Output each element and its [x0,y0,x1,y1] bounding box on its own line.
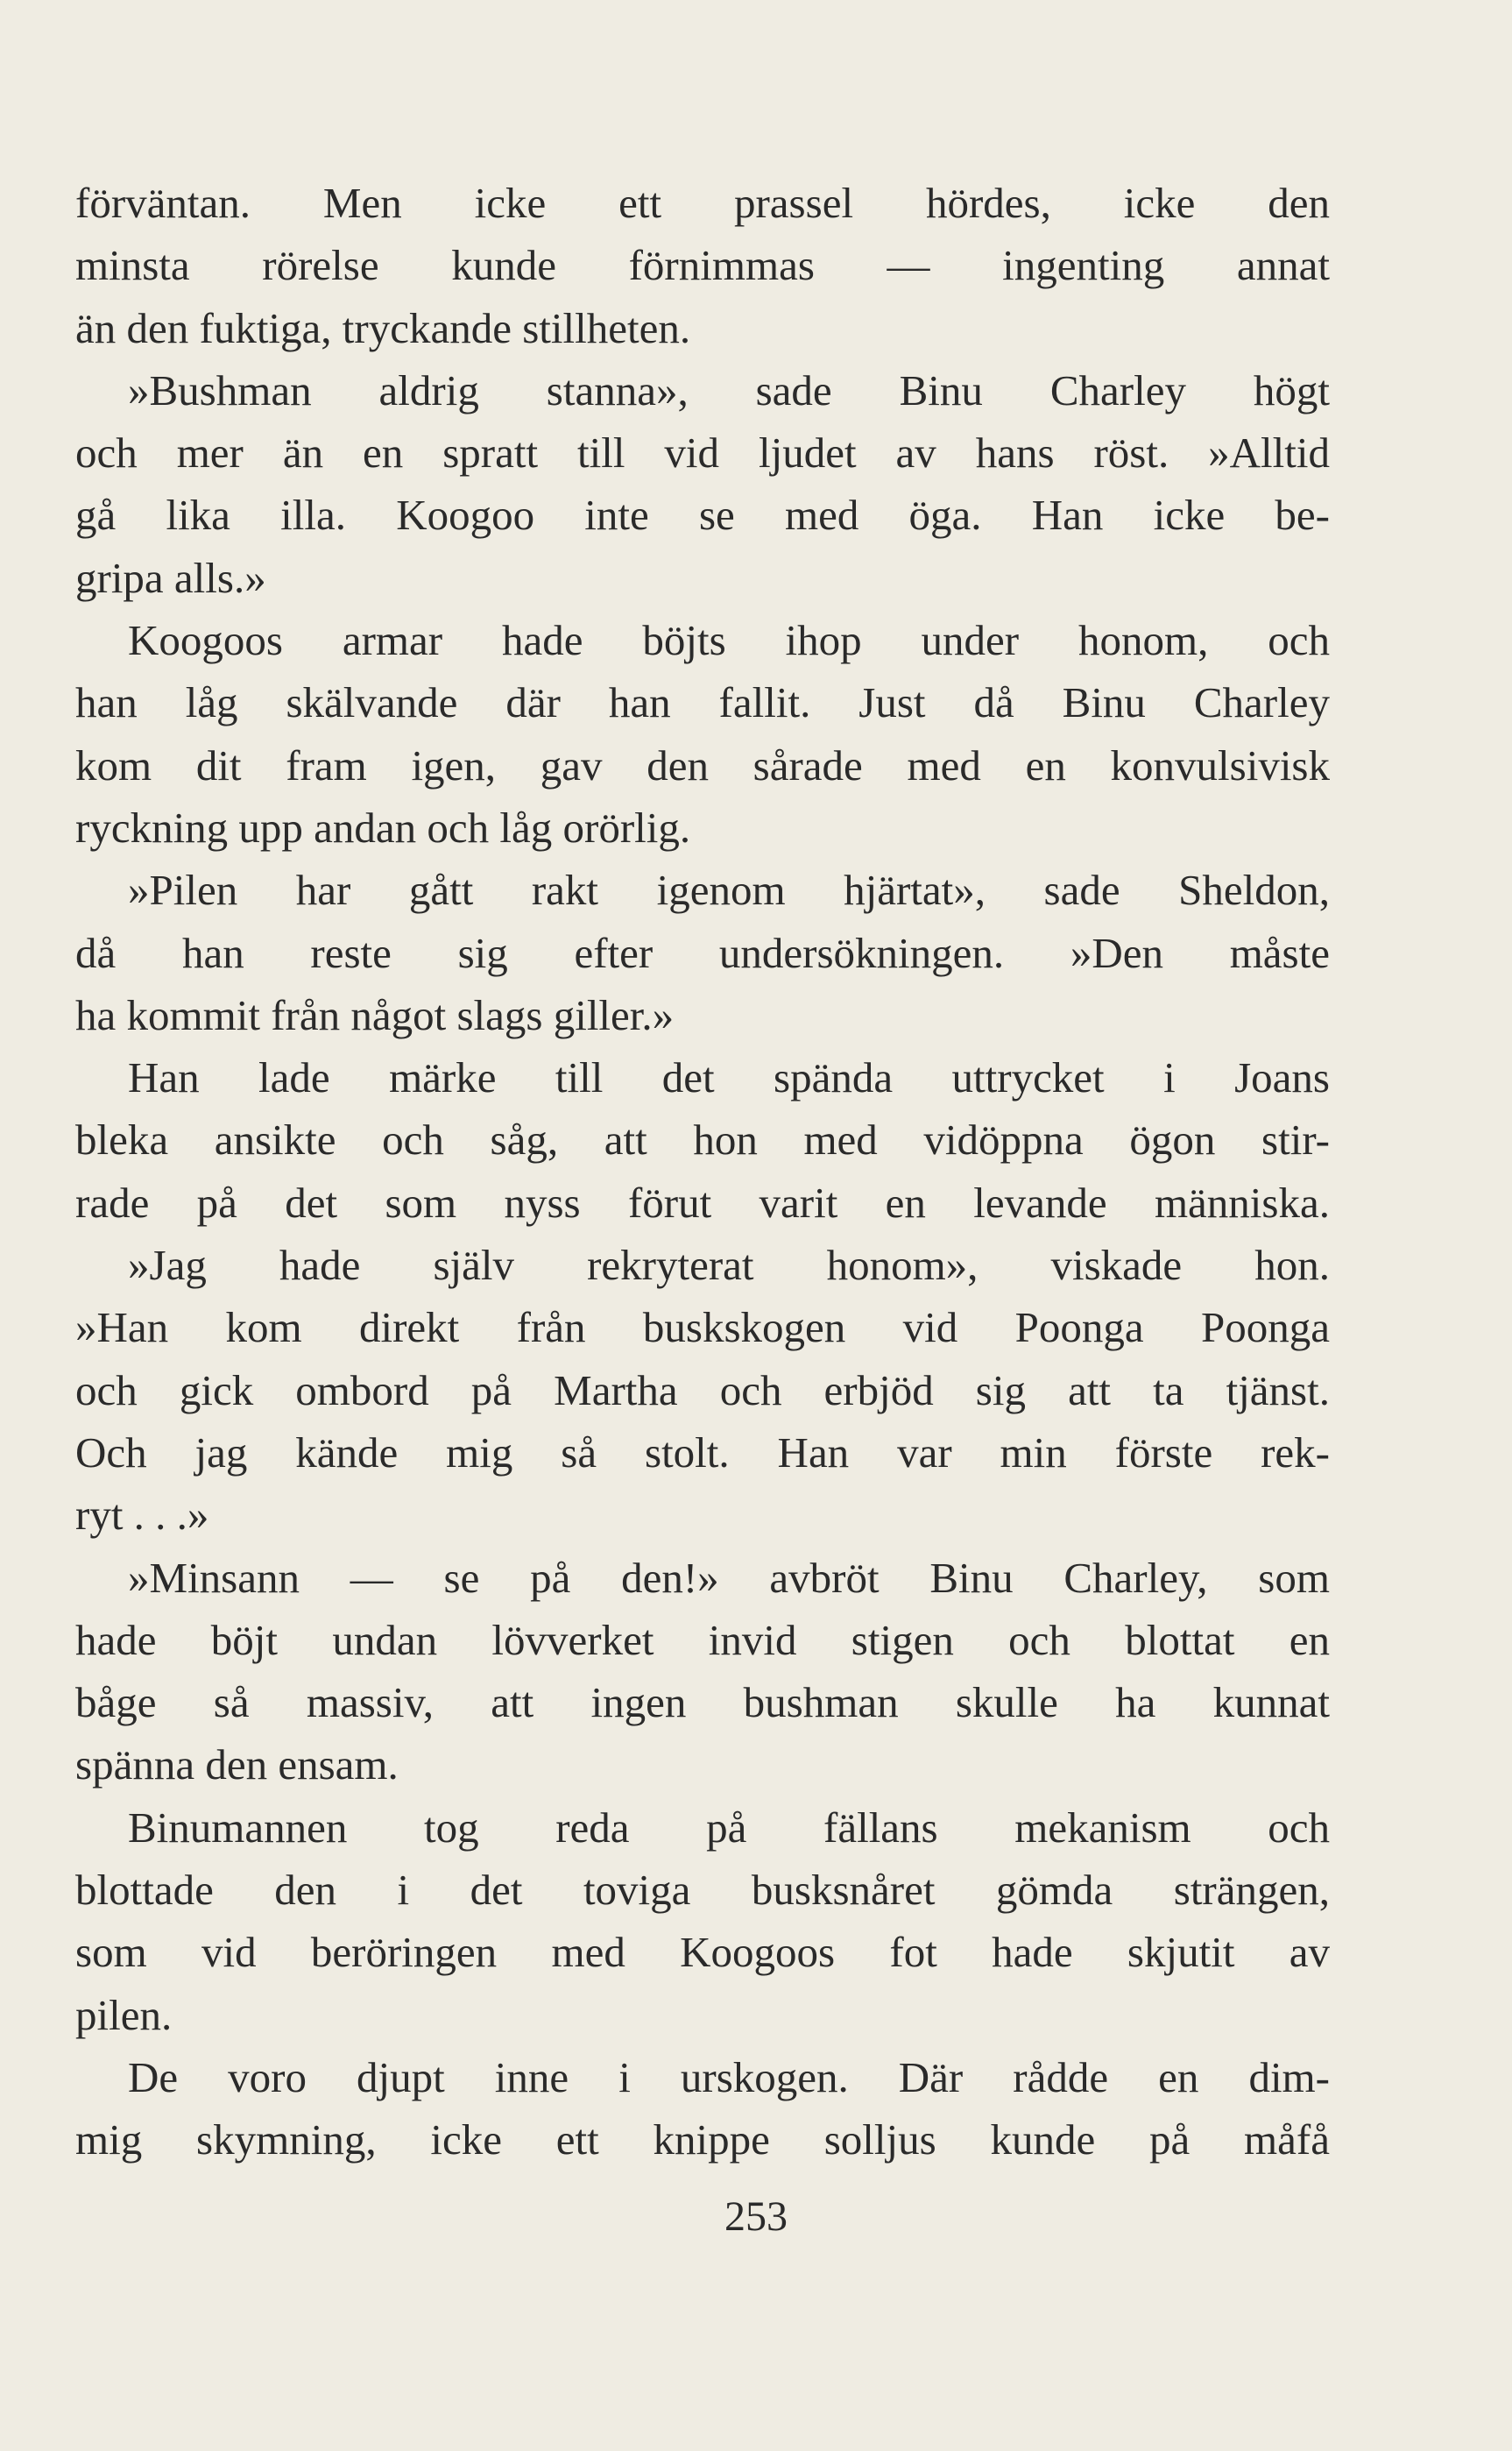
text-line: ryt . . .» [75,1491,209,1540]
body-text [75,172,1330,2171]
text-line: »Minsann — se på den!» avbröt Binu Charley, som [128,1553,1330,1602]
text-line: hade böjt undan lövverket invid stigen och blottat en [75,1615,1330,1664]
text-line: och mer än en spratt till vid ljudet av hans röst. »Alltid [75,429,1330,478]
text-line: ryckning upp andan och låg orörlig. [75,803,691,852]
text-line: kom dit fram igen, gav den sårade med en konvulsivisk [75,740,1330,790]
text-line: än den fuktiga, tryckande stillheten. [75,303,691,352]
text-line: Koogoos armar hade böjts ihop under honom, och [128,616,1330,665]
text-line: som vid beröringen med Koogoos fot hade skjutit av [75,1928,1330,1977]
text-line: gå lika illa. Koogoo inte se med öga. Han icke be- [75,491,1330,540]
text-line: han låg skälvande där han fallit. Just då Binu Charley [75,678,1330,727]
text-line: bleka ansikte och såg, att hon med vidöppna ögon stir- [75,1116,1330,1165]
text-line: »Pilen har gått rakt igenom hjärtat», sade Sheldon, [128,866,1330,915]
text-line: blottade den i det toviga busksnåret gömda strängen, [75,1866,1330,1915]
text-line: »Han kom direkt från buskskogen vid Poonga Poonga [75,1303,1330,1352]
text-line: minsta rörelse kunde förnimmas — ingenting annat [75,241,1330,290]
text-line: förväntan. Men icke ett prassel hördes, icke den [75,179,1330,227]
text-line: Och jag kände mig så stolt. Han var min förste rek- [75,1427,1330,1477]
text-line: och gick ombord på Martha och erbjöd sig att ta tjänst. [75,1365,1330,1414]
page-number: 253 [724,2193,788,2240]
text-line: De voro djupt inne i urskogen. Där rådde en dim- [128,2052,1330,2101]
text-line: »Bushman aldrig stanna», sade Binu Charley högt [128,365,1330,414]
text-line: »Jag hade själv rekryterat honom», viskade hon. [128,1241,1330,1290]
text-line: Han lade märke till det spända uttrycket i Joans [128,1053,1330,1102]
text-line: gripa alls.» [75,553,266,602]
text-line: Binumannen tog reda på fällans mekanism och [128,1803,1330,1852]
text-line: spänna den ensam. [75,1740,399,1789]
text-line: rade på det som nyss förut varit en levande människa. [75,1178,1330,1227]
text-line: mig skymning, icke ett knippe solljus kunde på måfå [75,2115,1330,2164]
text-line: båge så massiv, att ingen bushman skulle ha kunnat [75,1678,1330,1727]
text-line: pilen. [75,1990,173,2039]
text-line: ha kommit från något slags giller.» [75,990,675,1039]
text-line: då han reste sig efter undersökningen. »Den måste [75,928,1330,977]
